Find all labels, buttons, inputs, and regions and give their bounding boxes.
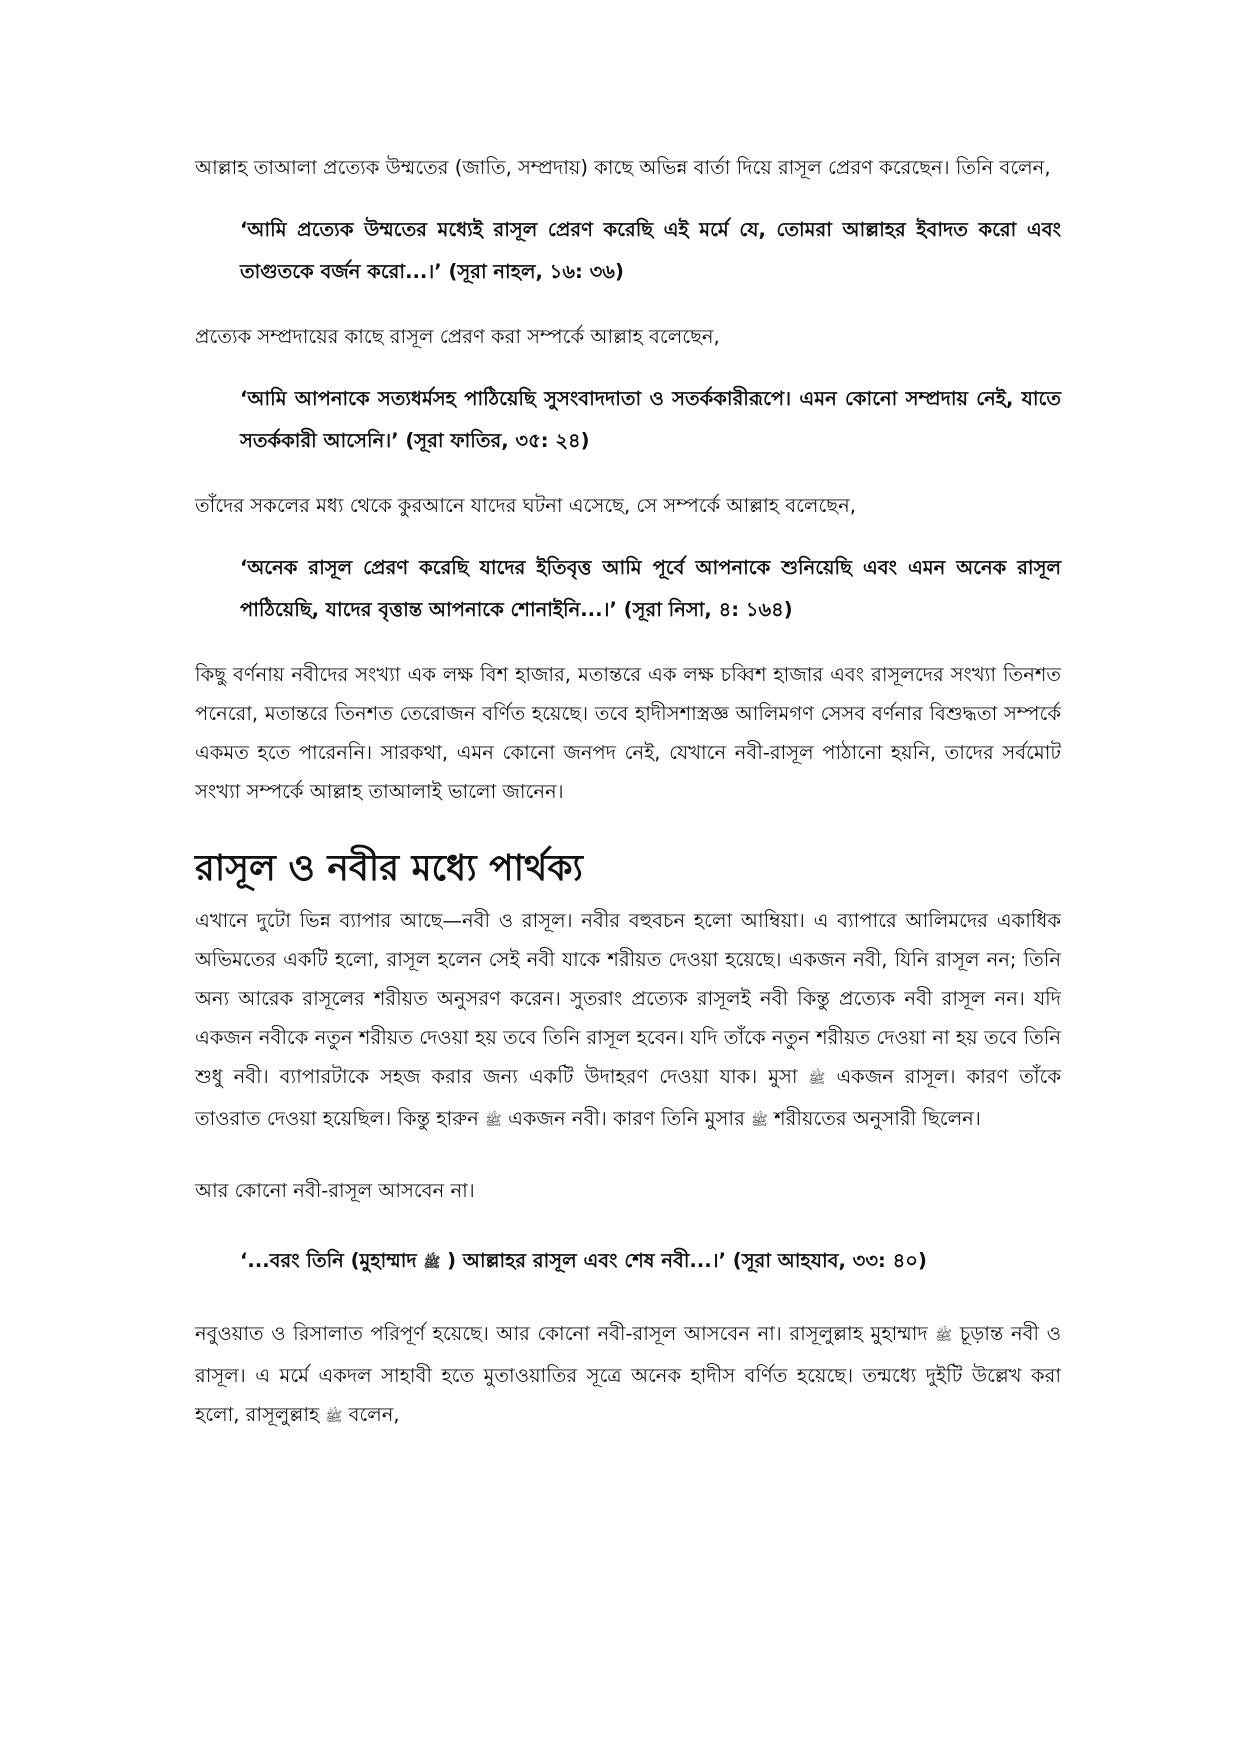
quote-nahl: ‘আমি প্রত্যেক উম্মতের মধ্যেই রাসূল প্রেরণ করেছি এই মর্মে যে, তোমরা আল্লাহর ইবাদত করো এবং তাগুতকে বর্জন করো...।’ (সূরা নাহল, ১৬: ৩৬): [240, 218, 1061, 283]
section-heading: রাসূল ও নবীর মধ্যে পার্থক্য: [195, 848, 583, 889]
quote-ahzab-text-2: ) আল্লাহর রাসূল এবং শেষ নবী...।’ (সূরা আহযাব, ৩৩: ৪০): [447, 1249, 927, 1272]
salawat-icon: ﷺ: [325, 1409, 343, 1425]
quote-ahzab: [240, 1240, 1061, 1284]
salawat-icon: ﷺ: [423, 1255, 441, 1271]
seal-icon: ﷺ: [484, 1113, 502, 1129]
paragraph-difference: [195, 901, 1061, 1141]
paragraph-count: কিছু বর্ণনায় নবীদের সংখ্যা এক লক্ষ বিশ হাজার, মতান্তরে এক লক্ষ চব্বিশ হাজার এবং রাসূলদের সংখ্যা তিনশত পনেরো, মতান্তরে তিনশত তেরোজন বর্ণিত হয়েছে। তবে হাদীসশাস্ত্রজ্ঞ আলিমগণ সেসব বর্ণনার বিশুদ্ধতা সম্পর্কে একমত হতে পারেননি। সারকথা, এমন কোনো জনপদ নেই, যেখানে নবী-রাসূল পাঠানো হয়নি, তাদের সর্বমোট সংখ্যা সম্পর্কে আল্লাহ তাআলাই ভালো জানেন।: [195, 663, 1061, 803]
salawat-icon: ﷺ: [935, 1328, 953, 1344]
difference-text-2: একজন রাসূল। কারণ তাঁকে তাওরাত দেওয়া হয়েছিল। কিন্তু হারুন: [195, 1065, 1061, 1130]
difference-text-1: এখানে দুটো ভিন্ন ব্যাপার আছে—নবী ও রাসূল। নবীর বহুবচন হলো আম্বিয়া। এ ব্যাপারে আলিমদের একাধিক অভিমতের একটি হলো, রাসূল হলেন সেই নবী যাকে শরীয়ত দেওয়া হয়েছে। একজন নবী, যিনি রাসূল নন; তিনি অন্য আরেক রাসূলের শরীয়ত অনুসরণ করেন। সুতরাং প্রত্যেক রাসূলই নবী কিন্তু প্রত্যেক নবী রাসূল নন। যদি একজন নবীকে নতুন শরীয়ত দেওয়া হয় তবে তিনি রাসূল হবেন। যদি তাঁকে নতুন শরীয়ত দেওয়া না হয় তবে তিনি শুধু নবী। ব্যাপারটাকে সহজ করার জন্য একটি উদাহরণ দেওয়া যাক। মুসা: [195, 909, 1061, 1088]
paragraph-quran-stories: তাঁদের সকলের মধ্য থেকে কুরআনে যাদের ঘটনা এসেছে, সে সম্পর্কে আল্লাহ বলেছেন,: [195, 494, 856, 517]
quote-ahzab-text-1: ‘...বরং তিনি (মুহাম্মাদ: [240, 1249, 417, 1272]
paragraph-no-more-prophets: আর কোনো নবী-রাসূল আসবেন না।: [195, 1179, 475, 1202]
paragraph-finality: [195, 1314, 1061, 1437]
finality-text-1: নবুওয়াত ও রিসালাত পরিপূর্ণ হয়েছে। আর কোনো নবী-রাসূল আসবেন না। রাসূলুল্লাহ মুহাম্মাদ: [195, 1322, 928, 1345]
finality-text-3: বলেন,: [348, 1403, 400, 1426]
finality-text-2: চূড়ান্ত নবী ও রাসূল। এ মর্মে একদল সাহাবী হতে মুতাওয়াতির সূত্রে অনেক হাদীস বর্ণিত হয়েছে। তন্মধ্যে দুইটি উল্লেখ করা হলো, রাসূলুল্লাহ: [195, 1322, 1061, 1426]
paragraph-community: প্রত্যেক সম্প্রদায়ের কাছে রাসূল প্রেরণ করা সম্পর্কে আল্লাহ বলেছেন,: [195, 325, 720, 348]
quote-fatir: ‘আমি আপনাকে সত্যধর্মসহ পাঠিয়েছি সুসংবাদদাতা ও সতর্ককারীরূপে। এমন কোনো সম্প্রদায় নেই, যাতে সতর্ককারী আসেনি।’ (সূরা ফাতির, ৩৫: ২৪): [240, 387, 1061, 452]
intro-paragraph: আল্লাহ তাআলা প্রত্যেক উম্মতের (জাতি, সম্প্রদায়) কাছে অভিন্ন বার্তা দিয়ে রাসূল প্রেরণ করেছেন। তিনি বলেন,: [195, 156, 1051, 179]
seal-icon: ﷺ: [751, 1113, 768, 1129]
difference-text-4: শরীয়তের অনুসারী ছিলেন।: [774, 1107, 981, 1130]
difference-text-3: একজন নবী। কারণ তিনি মুসার: [508, 1107, 745, 1130]
quote-nisa: ‘অনেক রাসূল প্রেরণ করেছি যাদের ইতিবৃত্ত আমি পূর্বে আপনাকে শুনিয়েছি এবং এমন অনেক রাসূল পাঠিয়েছি, যাদের বৃত্তান্ত আপনাকে শোনাইনি...।’ (সূরা নিসা, ৪: ১৬৪): [240, 556, 1061, 621]
seal-icon: ﷺ: [808, 1071, 826, 1087]
